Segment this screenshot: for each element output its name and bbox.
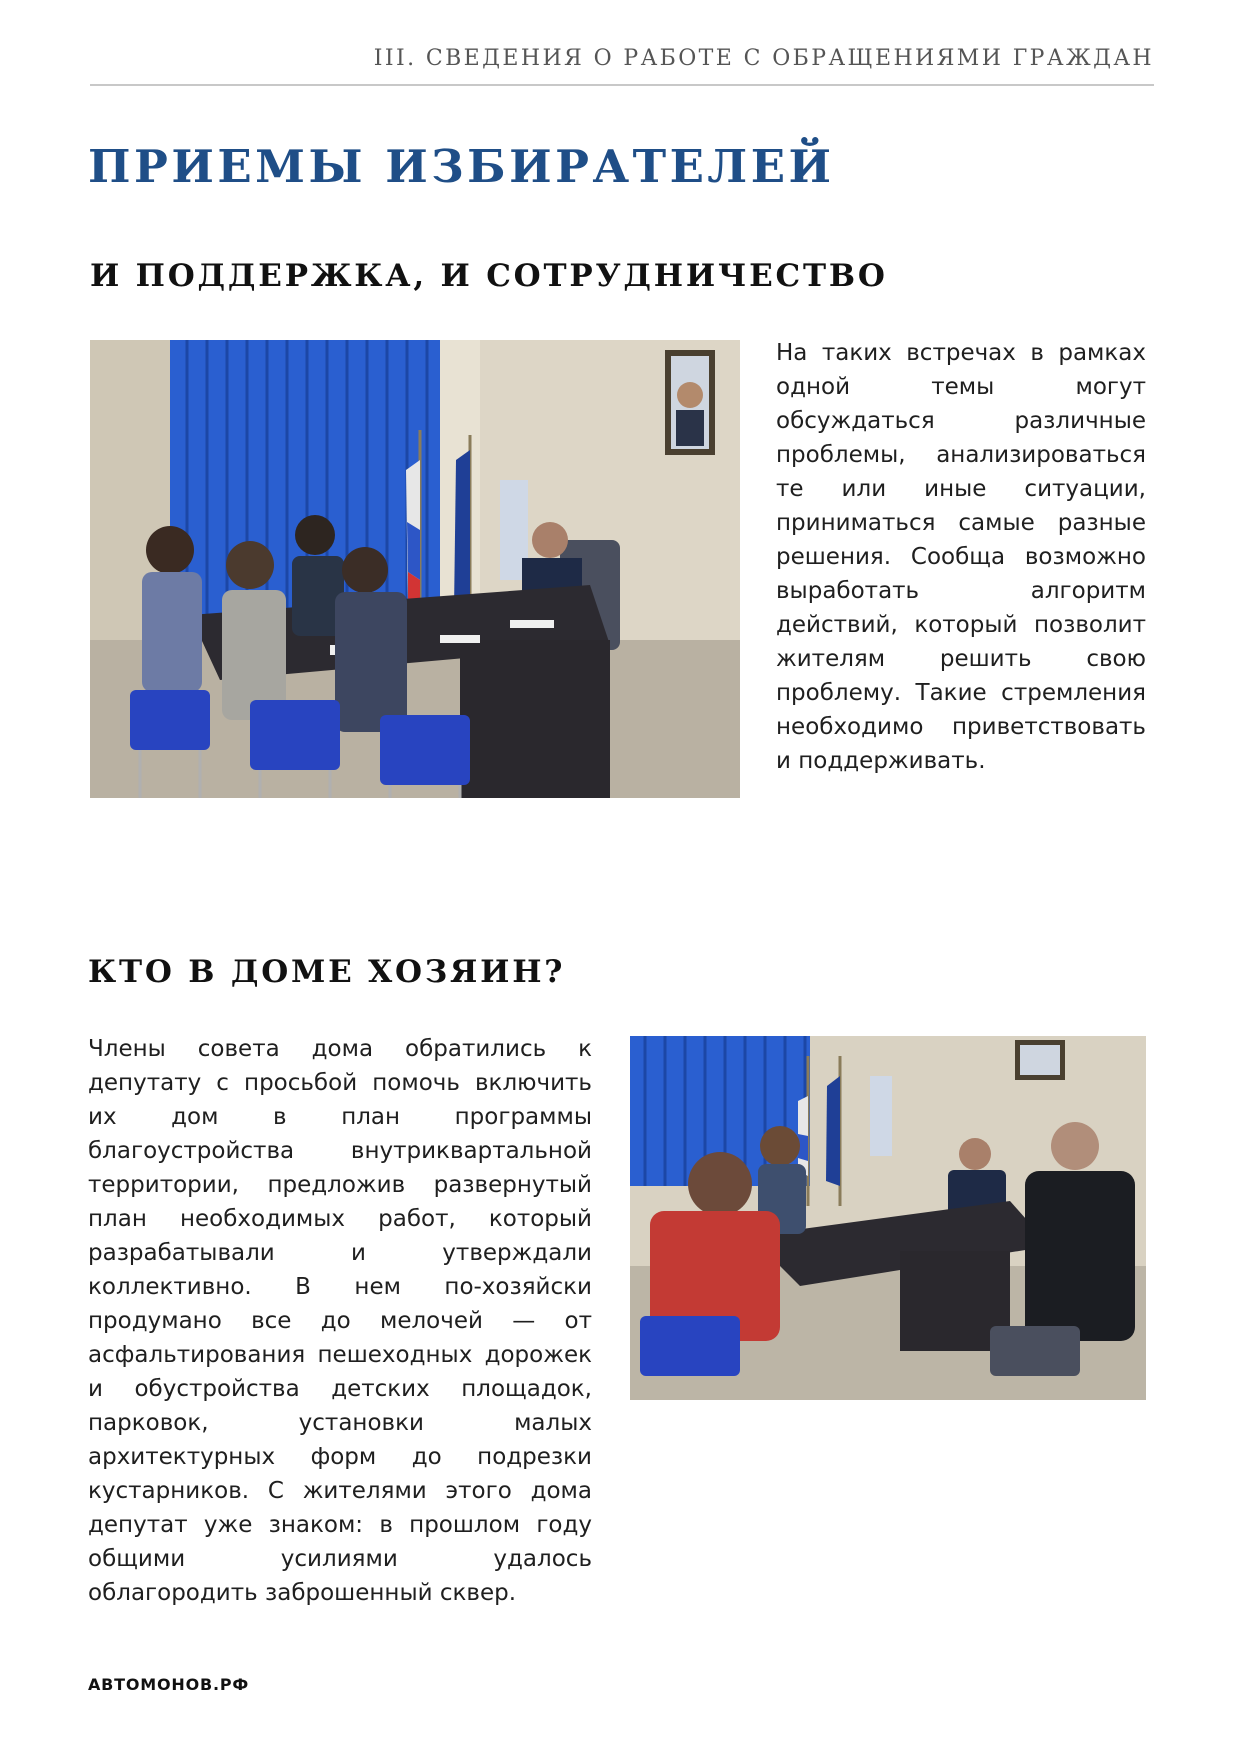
section-paragraph-homeowner: Члены совета дома обратились к депутату с просьбой помочь включить их дом в план программы благоустройства внутриквартальной территории, предложив развернутый план необходимых работ, который разрабатывали и утверждали коллективно. В нем по-хозяйски продумано все до мелочей — от асфальтирования пешеходных дорожек и обустройства детских площадок, парковок, установки малых архитектурных форм до подрезки кустарников. С жителями этого дома депутат уже знаком: в прошлом году общими усилиями удалось облагородить заброшенный сквер. bbox=[88, 1036, 592, 1606]
section-header-label: III. СВЕДЕНИЯ О РАБОТЕ С ОБРАЩЕНИЯМИ ГРАЖДАН bbox=[373, 46, 1154, 71]
header-divider bbox=[90, 84, 1154, 86]
page-title: ПРИЕМЫ ИЗБИРАТЕЛЕЙ bbox=[88, 140, 835, 193]
section-heading-support: И ПОДДЕРЖКА, И СОТРУДНИЧЕСТВО bbox=[90, 258, 888, 294]
photo-voter-meeting-1 bbox=[90, 340, 740, 798]
section-paragraph-support: На таких встречах в рамках одной темы могут обсуждаться различные проблемы, анализироваться те или иные ситуации, приниматься самые разные решения. Сообща возможно выработать алгоритм действий, который позволит жителям решить свою проблему. Такие стремления необходимо приветствовать и поддерживать. bbox=[776, 340, 1146, 774]
section-heading-homeowner: КТО В ДОМЕ ХОЗЯИН? bbox=[88, 954, 566, 990]
photo-voter-meeting-2 bbox=[630, 1036, 1146, 1400]
footer-site-url: АВТОМОНОВ.РФ bbox=[88, 1675, 250, 1694]
